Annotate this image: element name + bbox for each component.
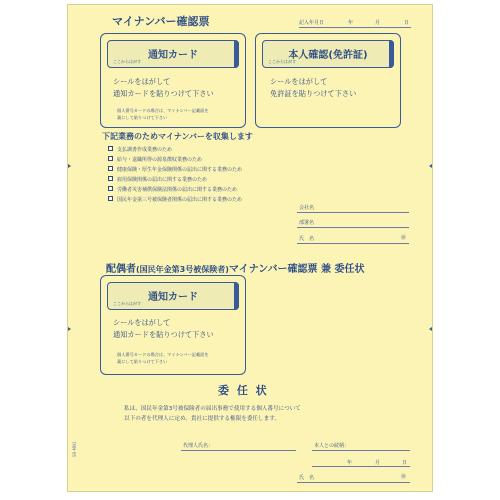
proxy-seal-mark: ㊞ [401, 474, 407, 480]
license-card-area [255, 33, 401, 128]
spouse-instruction-1: シールをはがして [113, 318, 171, 327]
date-year: 年 [348, 20, 354, 26]
sticker-tab [234, 282, 239, 310]
name-label: 氏 名 [299, 236, 315, 242]
purpose-checkbox[interactable] [108, 166, 113, 171]
spouse-heading-b: (国民年金第3号被保険者) [136, 265, 229, 274]
tsuchi-instruction-2: 通知カードを貼りつけて下さい [113, 89, 214, 98]
date-underline [299, 27, 411, 28]
punch-mark [68, 327, 71, 331]
spouse-card-area [100, 275, 246, 375]
proxy-heading: 委 任 状 [218, 384, 269, 397]
license-instruction-2: 免許証を貼りつけて下さい [270, 89, 357, 98]
purpose-item: 国民年金第三号被保険者関係の届出に関する業務のため [117, 197, 243, 203]
spouse-card-sticker[interactable] [107, 282, 239, 310]
sticker-tab [234, 40, 239, 68]
form-sheet [67, 4, 433, 492]
peel-here-note: ここからはがす [113, 59, 141, 64]
proxy-text-1: 私は、国民年金第3号被保険者の届出事務で使用する個人番号について [124, 406, 301, 412]
purpose-item: 労働者災害補償保険法関係の届出に関する業務のため [117, 187, 238, 193]
seal-mark: ㊞ [401, 235, 407, 241]
purpose-checkbox[interactable] [108, 156, 113, 161]
peel-here-note: ここからはがす [268, 59, 296, 64]
proxy-day: 日 [402, 460, 408, 466]
tsuchi-card-sticker[interactable] [107, 40, 239, 68]
punch-mark [429, 327, 432, 331]
company-label: 会社名 [299, 205, 315, 211]
agent-label: 代理人氏名： [183, 443, 214, 449]
tsuchi-instruction-1: シールをはがして [113, 77, 171, 86]
proxy-text-2: 以下の者を代理人に定め、貴社に提供する権限を委任します。 [124, 416, 280, 422]
purpose-item: 健康保険・厚生年金保険関係の届出に関する業務のため [117, 167, 243, 173]
punch-mark [68, 164, 71, 168]
company-field[interactable] [297, 212, 409, 213]
spouse-instruction-2: 通知カードを貼りつけて下さい [113, 330, 214, 339]
purpose-item: 支払調書作成業務のため [117, 147, 173, 153]
proxy-month: 月 [375, 460, 381, 466]
proxy-name-field[interactable] [297, 482, 410, 483]
relation-field[interactable] [312, 450, 410, 451]
spouse-remark-1: 個人番号カードの場合は、マイナンバー記載面を [117, 352, 209, 357]
proxy-year: 年 [347, 460, 353, 466]
purpose-checkbox[interactable] [108, 186, 113, 191]
license-card-label: 本人確認(免許証) [288, 50, 368, 61]
tsuchi-remark-1: 個人番号カードの場合は、マイナンバー記載面を [117, 108, 209, 113]
tsuchi-remark-2: 裏にして貼りつけて下さい [117, 115, 168, 120]
tsuchi-card-area [100, 33, 246, 128]
date-day: 日 [404, 20, 410, 26]
peel-here-note: ここからはがす [113, 301, 141, 306]
form-code: SR-MN1 [72, 441, 77, 457]
proxy-name-label: 氏 名 [299, 475, 315, 481]
license-instruction-1: シールをはがして [270, 77, 328, 86]
relation-label: 本人との続柄： [314, 443, 350, 449]
date-month: 月 [375, 20, 381, 26]
purpose-checkbox[interactable] [108, 196, 113, 201]
purpose-checkbox[interactable] [108, 176, 113, 181]
purpose-item: 雇用保険関係の届出に関する業務のため [117, 177, 208, 183]
spouse-heading-c: マイナンバー確認票 兼 委任状 [228, 264, 365, 275]
purpose-checkbox[interactable] [108, 146, 113, 151]
tsuchi-card-label: 通知カード [148, 50, 198, 61]
date-label: 記入年月日 [299, 20, 325, 26]
spouse-heading-a: 配偶者 [106, 264, 136, 275]
purpose-item: 給与・退職所得の源泉徴収業務のため [117, 157, 203, 163]
agent-field[interactable] [181, 450, 296, 451]
name-field[interactable] [297, 243, 409, 244]
spouse-card-label: 通知カード [148, 292, 198, 303]
dept-field[interactable] [297, 227, 409, 228]
form-title: マイナンバー確認票 [112, 15, 210, 28]
dept-label: 部署名 [299, 220, 315, 226]
punch-mark [429, 164, 432, 168]
spouse-remark-2: 裏にして貼りつけて下さい [117, 359, 168, 364]
spouse-heading [106, 257, 364, 276]
license-sticker[interactable] [262, 40, 394, 68]
purpose-heading: 下記業務のためマイナンバーを収集します [102, 132, 253, 141]
proxy-date-field[interactable] [312, 466, 410, 467]
sticker-tab [389, 40, 394, 68]
